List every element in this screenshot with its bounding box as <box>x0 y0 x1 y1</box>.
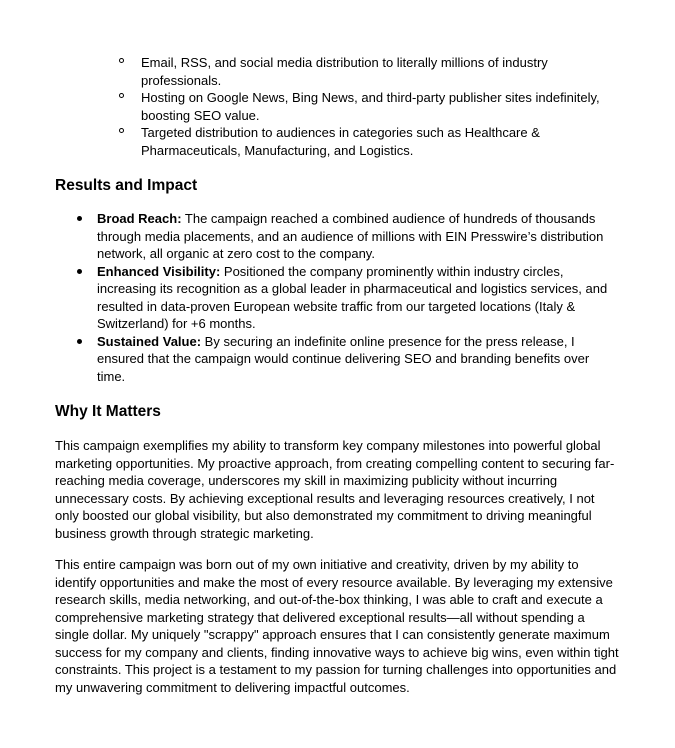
item-text: Positioned the company prominently within industry circles, increasing its recognition as a global leader in pharmaceutical and logistics services, and resulted in data-proven European website traffic from our targeted locations (Italy & Switzerland) for +6 months. <box>97 263 608 331</box>
list-item <box>0 333 675 386</box>
list-item <box>0 124 675 159</box>
distribution-list <box>0 54 675 159</box>
bullet-icon <box>77 216 82 221</box>
results-heading: Results and Impact <box>55 177 198 194</box>
hollow-bullet-icon <box>119 128 124 133</box>
list-item <box>0 54 675 89</box>
hollow-bullet-icon <box>119 93 124 98</box>
body-paragraph: This campaign exemplifies my ability to transform key company milestones into powerful global marketing opportunities. My proactive approach, from creating compelling content to securing far-reaching media coverage, underscores my skill in maximizing publicity without incurring unnecessary costs. By achieving exceptional results and leveraging resources creatively, I not only boosted our global visibility, but also demonstrated my commitment to driving meaningful business growth through strategic marketing. <box>55 438 615 541</box>
bullet-icon <box>77 339 82 344</box>
list-item-text: Targeted distribution to audiences in categories such as Healthcare & Pharmaceuticals, Manufacturing, and Logistics. <box>141 125 540 158</box>
list-item <box>0 210 675 263</box>
list-item-text: Email, RSS, and social media distribution to literally millions of industry professionals. <box>141 55 548 88</box>
body-paragraph: This entire campaign was born out of my own initiative and creativity, driven by my ability to identify opportunities and make the most of every resource available. By leveraging my extensive research skills, media networking, and out-of-the-box thinking, I was able to craft and execute a comprehensive marketing strategy that delivered exceptional results—all without spending a single dollar. My uniquely "scrappy" approach ensures that I can consistently generate maximum success for my company and clients, finding innovative ways to achieve big wins, even within tight constraints. This project is a testament to my passion for turning challenges into opportunities and my unwavering commitment to delivering impactful outcomes. <box>55 557 619 695</box>
item-text: The campaign reached a combined audience of hundreds of thousands through media placements, and an audience of millions with EIN Presswire’s distribution network, all organic at zero cost to the company. <box>97 211 604 261</box>
item-label: Enhanced Visibility: <box>97 263 221 279</box>
why-heading: Why It Matters <box>55 403 161 420</box>
list-item <box>0 89 675 124</box>
item-text: By securing an indefinite online presence for the press release, I ensured that the campaign would continue delivering SEO and branding benefits over time. <box>97 333 590 384</box>
results-list <box>0 210 675 385</box>
item-label: Broad Reach: <box>97 211 182 226</box>
list-item <box>0 263 675 333</box>
bullet-icon <box>77 269 82 274</box>
hollow-bullet-icon <box>119 58 124 63</box>
list-item-text: Hosting on Google News, Bing News, and third-party publisher sites indefinitely, boosting SEO value. <box>141 90 600 123</box>
item-label: Sustained Value: <box>97 333 202 349</box>
